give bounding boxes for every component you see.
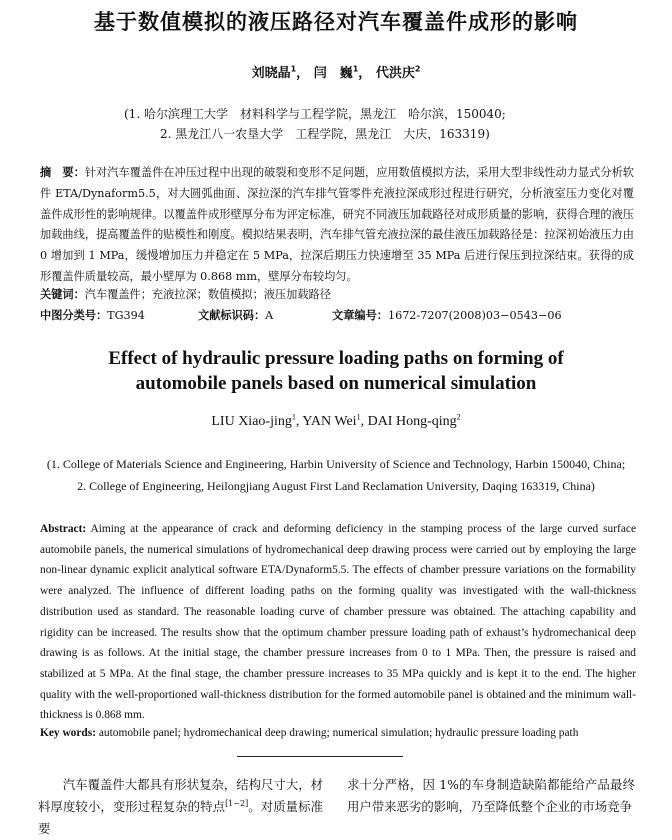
author-affiliation-mark: 2 xyxy=(414,64,421,74)
chinese-affiliation-2: 2. 黑龙江八一农垦大学 工程学院，黑龙江 大庆，163319) xyxy=(160,127,490,141)
english-keywords-text: automobile panel; hydromechanical deep drawing; numerical simulation; hydraulic pressure loading path xyxy=(98,727,579,739)
author-affiliation-mark: 1 xyxy=(356,412,361,422)
article-number-label: 文章编号： xyxy=(332,309,388,322)
citation: [1−2] xyxy=(225,798,249,808)
author-affiliation-mark: 1 xyxy=(290,64,297,74)
author-name: DAI Hong-qing xyxy=(367,414,457,429)
chinese-keywords-text: 汽车覆盖件；充液拉深；数值模拟；液压加载路径 xyxy=(84,288,331,301)
author-name: 代洪庆 xyxy=(375,66,415,81)
author-name: 闫 巍 xyxy=(313,66,353,81)
english-title-line-2: automobile panels based on numerical simulation xyxy=(135,373,537,394)
author-affiliation-mark: 2 xyxy=(456,412,461,422)
english-title-line-1: Effect of hydraulic pressure loading paths on forming of xyxy=(108,348,564,369)
author-name: YAN Wei xyxy=(302,414,357,429)
english-keywords-label: Key words: xyxy=(40,727,96,739)
author-name: 刘晓晶 xyxy=(251,66,291,81)
chinese-abstract-label: 摘 要： xyxy=(40,166,85,179)
chinese-abstract xyxy=(40,163,634,288)
chinese-affiliation-1: (1. 哈尔滨理工大学 材料科学与工程学院，黑龙江 哈尔滨，150040; xyxy=(124,107,506,121)
document-code-label: 文献标识码： xyxy=(198,309,266,322)
body-right-text: 求十分严格，因 1%的车身制造缺陷都能给产品最终用户带来恶劣的影响，乃至降低整个企业的市场竞争 xyxy=(347,777,635,814)
body-left-text: 汽车覆盖件大都具有形状复杂，结构尺寸大，材料厚度较小，变形过程复杂的特点 xyxy=(38,777,323,814)
chinese-title: 基于数值模拟的液压路径对汽车覆盖件成形的影响 xyxy=(94,10,578,34)
clc-value: TG394 xyxy=(107,309,145,322)
english-affiliation-1: (1. College of Materials Science and Engineering, Harbin University of Science and Technology, Harbin 150040, China; xyxy=(46,457,626,471)
chinese-abstract-text: 针对汽车覆盖件在冲压过程中出现的破裂和变形不足问题，应用数值模拟方法，采用大型非线性动力显式分析软件 ETA/Dynaform5.5，对大圆弧曲面、深拉深的汽车排气管零件充液拉深成形过程进行研究，分析液室压力变化对覆盖件成形性的影响规律。以覆盖件成形壁厚分布为评定标准，研究不同液压加载路径对成形质量的影响，获得合理的液压加载曲线，提高覆盖件的贴模性和刚度。模拟结果表明，汽车排气管充液拉深的最佳液压加载路径是：拉深初始液压力由 0 增加到 1 MPa，缓慢增加压力并稳定在 5 MPa，拉深后期压力快速增至 35 MPa 后进行保压到拉深结束。获得的成形覆盖件质量较高，最小壁厚为 0.868 mm，壁厚分布较均匀。 xyxy=(40,166,634,283)
section-divider xyxy=(237,756,403,757)
english-title xyxy=(0,346,672,396)
clc-number xyxy=(40,307,145,323)
english-keywords xyxy=(40,727,578,739)
chinese-authors: 刘晓晶$^1$， 闫 巍$^1$， 代洪庆$^2$ xyxy=(251,64,421,81)
english-abstract-label: Abstract: xyxy=(40,523,87,535)
document-code xyxy=(198,307,273,323)
english-affiliation-2: 2. College of Engineering, Heilongjiang August First Land Reclamation University, Daqing 163319, China) xyxy=(77,479,595,493)
article-number-value: 1672-7207(2008)03−0543−06 xyxy=(387,309,562,322)
author-affiliation-mark: 1 xyxy=(291,412,296,422)
chinese-keywords xyxy=(40,286,331,302)
chinese-keywords-label: 关键词： xyxy=(40,288,85,301)
english-authors: LIU Xiao-jing$^1$, YAN Wei$^1$, DAI Hong-qing$^2$ xyxy=(211,412,461,429)
article-number xyxy=(332,307,562,323)
english-abstract-text: Aiming at the appearance of crack and deforming deficiency in the stamping process of the large curved surface automobile panels, the numerical simulations of hydromechanical deep drawing process were carried out by employing the large non-linear dynamic explicit analytical software ETA/Dynaform5.5. The effects of chamber pressure variations on the formability were analyzed. The influence of different loading paths on the forming quality was investigated with the wall-thickness distribution used as standard. The reasonable loading curve of chamber pressure was obtained. The attaching capability and rigidity can be increased. The results show that the optimum chamber pressure loading path of exhaust’s hydromechanical deep drawing is as follows. At the initial stage, the chamber pressure increases from 0 to 1 MPa. Then, the pressure is raised and stabilized at 5 MPa. At the final stage, the chamber pressure increases to 35 MPa quickly and is kept it to the end. The higher quality with the well-proportioned wall-thickness distribution for the formed automobile panel is obtained and the minimum wall-thickness is 0.868 mm. xyxy=(40,523,636,722)
body-left-tail: 。对质量标准要 xyxy=(38,799,324,836)
clc-label: 中图分类号： xyxy=(40,309,108,322)
body-column-left xyxy=(38,774,323,840)
english-abstract xyxy=(40,519,636,726)
author-name: LIU Xiao-jing xyxy=(211,414,292,429)
body-column-right xyxy=(347,774,635,818)
author-affiliation-mark: 1 xyxy=(352,64,359,74)
document-code-value: A xyxy=(265,309,274,322)
